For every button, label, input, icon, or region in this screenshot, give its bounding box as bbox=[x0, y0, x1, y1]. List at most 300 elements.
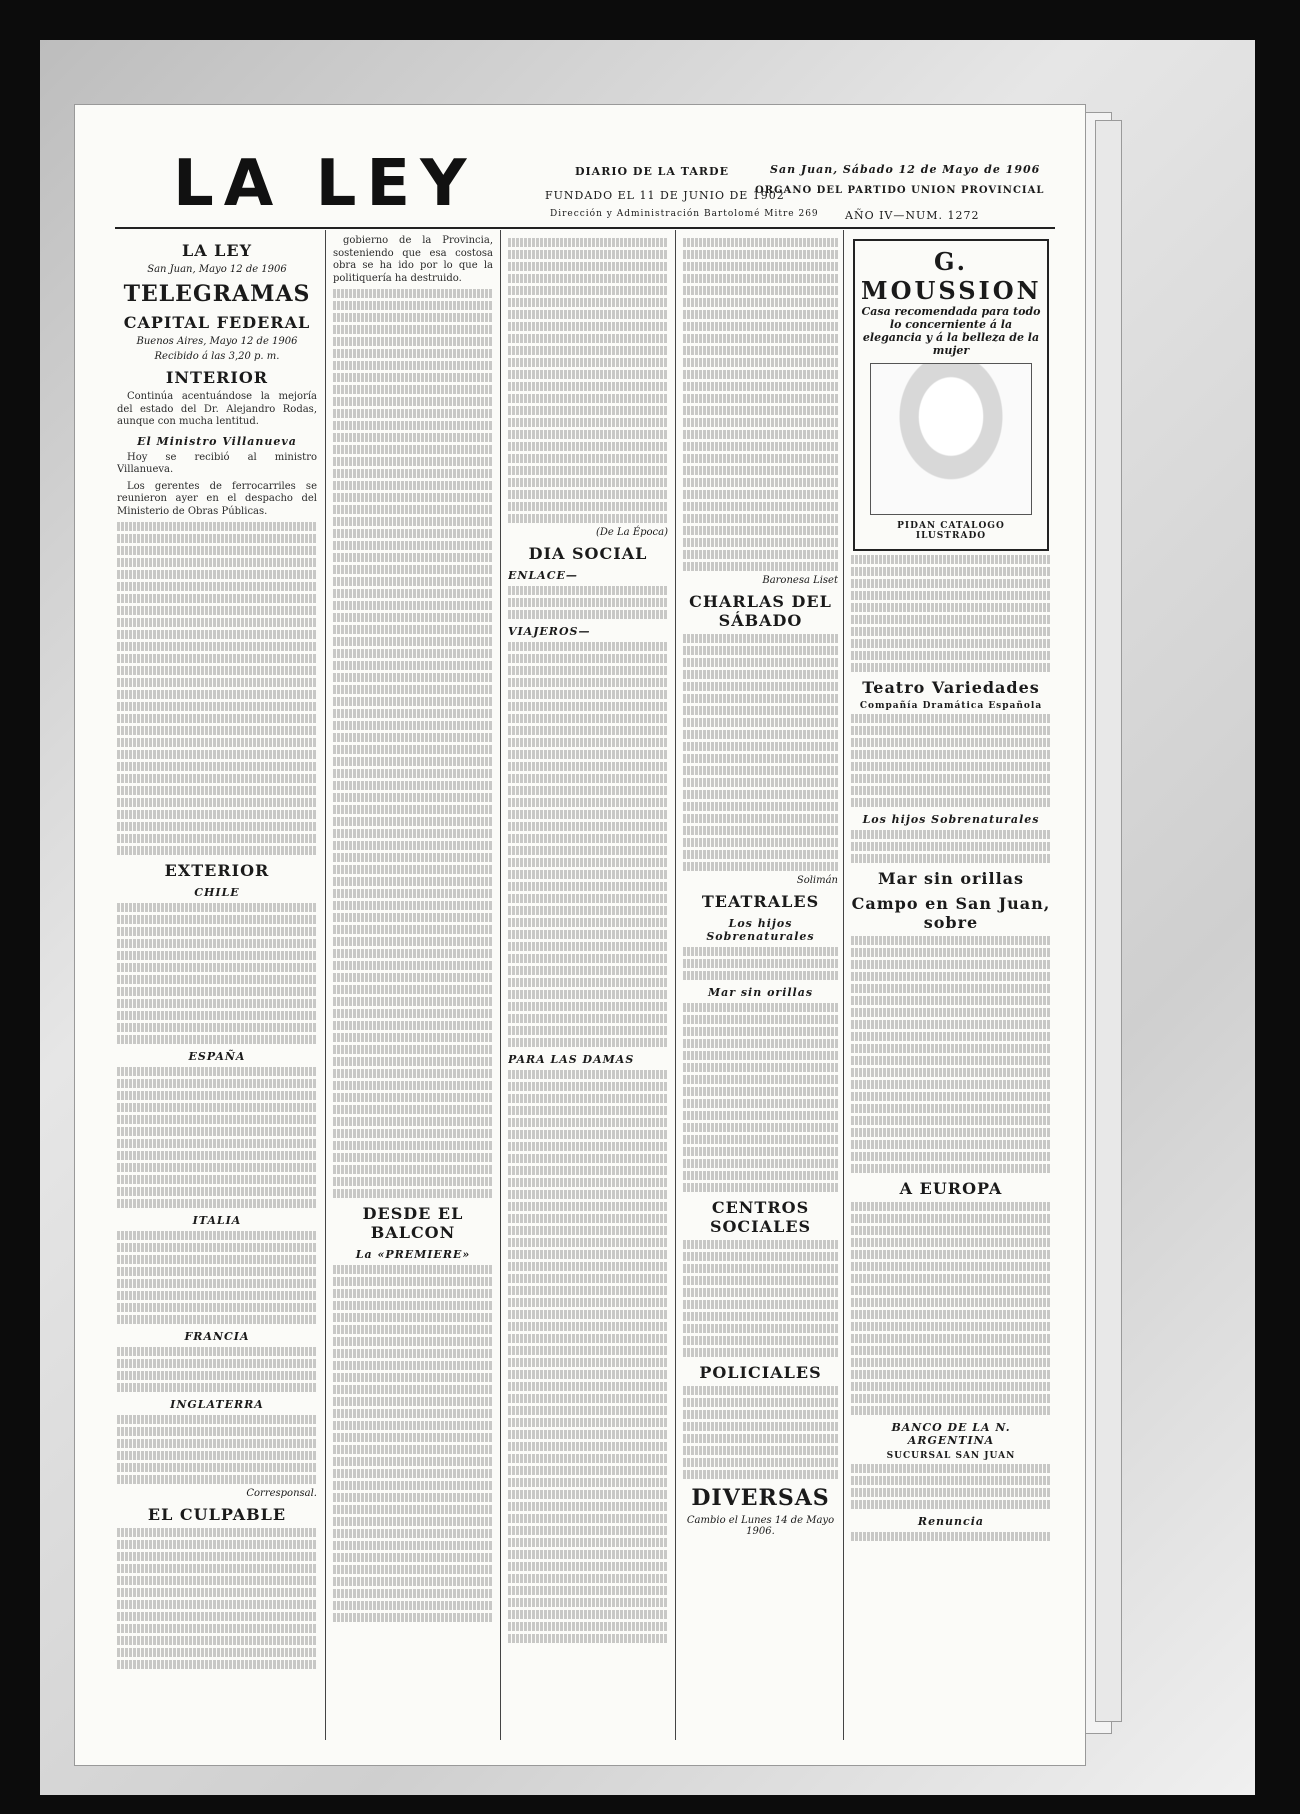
text-block bbox=[851, 1068, 1051, 1077]
text-block bbox=[117, 1660, 317, 1669]
text-block bbox=[683, 490, 838, 499]
text-block bbox=[333, 901, 493, 910]
text-block bbox=[683, 754, 838, 763]
direccion-label: Dirección y Administración Bartolomé Mitre 269 bbox=[550, 209, 819, 219]
text-block bbox=[683, 730, 838, 739]
text-block bbox=[117, 1636, 317, 1645]
text-block bbox=[117, 1067, 317, 1076]
text-block bbox=[333, 1009, 493, 1018]
text-block bbox=[683, 1099, 838, 1108]
text-block bbox=[851, 1056, 1051, 1065]
text-block bbox=[683, 550, 838, 559]
text-block bbox=[508, 1550, 668, 1559]
text-block bbox=[117, 1187, 317, 1196]
text-block bbox=[851, 651, 1051, 660]
text-block bbox=[333, 709, 493, 718]
text-block bbox=[851, 1334, 1051, 1343]
text-block bbox=[333, 433, 493, 442]
text-block bbox=[508, 1346, 668, 1355]
text-block bbox=[508, 870, 668, 879]
text-block bbox=[508, 1214, 668, 1223]
text-block bbox=[508, 1166, 668, 1175]
text-block bbox=[117, 606, 317, 615]
text-block bbox=[117, 1439, 317, 1448]
text-block bbox=[851, 774, 1051, 783]
text-block bbox=[333, 1057, 493, 1066]
text-block bbox=[508, 1358, 668, 1367]
text-block bbox=[333, 373, 493, 382]
text-block bbox=[683, 1111, 838, 1120]
text-block bbox=[683, 1039, 838, 1048]
text-block bbox=[333, 1165, 493, 1174]
heading-teatrales: TEATRALES bbox=[701, 892, 820, 911]
text-block bbox=[508, 1418, 668, 1427]
text-block bbox=[333, 1301, 493, 1310]
column-politica bbox=[333, 235, 493, 1745]
text-block bbox=[851, 627, 1051, 636]
text-block bbox=[683, 1348, 838, 1357]
text-block bbox=[333, 1289, 493, 1298]
text-block bbox=[333, 445, 493, 454]
text-block bbox=[508, 690, 668, 699]
text-block bbox=[333, 1325, 493, 1334]
text-block bbox=[333, 757, 493, 766]
ad-footer: PIDAN CATALOGO ILUSTRADO bbox=[897, 521, 1005, 541]
text-block bbox=[851, 663, 1051, 672]
text-block bbox=[508, 262, 668, 271]
text-block bbox=[508, 1430, 668, 1439]
text-block bbox=[117, 534, 317, 543]
signature: Corresponsal. bbox=[246, 1488, 317, 1499]
text-block bbox=[117, 1383, 317, 1392]
text-block bbox=[117, 1588, 317, 1597]
text-block bbox=[508, 610, 668, 619]
text-block bbox=[683, 1147, 838, 1156]
text-block bbox=[117, 546, 317, 555]
text-block bbox=[333, 1153, 493, 1162]
recibido: Recibido á las 3,20 p. m. bbox=[154, 351, 280, 362]
text-block bbox=[508, 238, 668, 247]
text-block bbox=[683, 742, 838, 751]
text-block bbox=[117, 1115, 317, 1124]
text-block bbox=[508, 978, 668, 987]
text-block bbox=[333, 409, 493, 418]
text-block bbox=[508, 906, 668, 915]
text-block bbox=[683, 1410, 838, 1419]
text-block bbox=[117, 1528, 317, 1537]
text-block bbox=[117, 690, 317, 699]
text-block bbox=[333, 1565, 493, 1574]
column-rule bbox=[325, 230, 326, 1740]
text-block bbox=[508, 786, 668, 795]
text-block bbox=[851, 1104, 1051, 1113]
text-block bbox=[508, 1610, 668, 1619]
text-block bbox=[117, 963, 317, 972]
text-block bbox=[117, 570, 317, 579]
text-block bbox=[683, 1183, 838, 1192]
text-block bbox=[117, 1255, 317, 1264]
text-block bbox=[508, 858, 668, 867]
text-block bbox=[683, 682, 838, 691]
text-block bbox=[508, 918, 668, 927]
text-block bbox=[333, 793, 493, 802]
text-block bbox=[508, 1130, 668, 1139]
text-block bbox=[333, 1069, 493, 1078]
text-block bbox=[683, 1458, 838, 1467]
column-rule bbox=[843, 230, 844, 1740]
paragraph: Continúa acentuándose la mejoría del estado del Dr. Alejandro Rodas, aunque con mucha lentitud. bbox=[117, 391, 317, 427]
text-block bbox=[117, 1371, 317, 1380]
text-block bbox=[117, 1576, 317, 1585]
text-block bbox=[117, 927, 317, 936]
text-block bbox=[333, 517, 493, 526]
text-block bbox=[683, 274, 838, 283]
text-block bbox=[851, 798, 1051, 807]
paragraph: Los gerentes de ferrocarriles se reunieron ayer en el despacho del Ministerio de Obras Públicas. bbox=[117, 480, 317, 517]
text-block bbox=[333, 1313, 493, 1322]
text-block bbox=[508, 1454, 668, 1463]
text-block bbox=[333, 481, 493, 490]
text-block bbox=[508, 714, 668, 723]
text-block bbox=[683, 1470, 838, 1479]
text-block bbox=[333, 745, 493, 754]
text-block bbox=[683, 706, 838, 715]
text-block bbox=[851, 960, 1051, 969]
text-block bbox=[508, 1406, 668, 1415]
anio-label: AÑO IV—NUM. 1272 bbox=[845, 209, 980, 222]
compania: Compañía Dramática Española bbox=[859, 701, 1043, 711]
text-block bbox=[683, 286, 838, 295]
newspaper-page bbox=[75, 105, 1085, 1765]
portrait-illustration bbox=[870, 363, 1032, 515]
text-block bbox=[851, 972, 1051, 981]
column-rule bbox=[675, 230, 676, 1740]
text-block bbox=[683, 394, 838, 403]
text-block bbox=[683, 862, 838, 871]
text-block bbox=[508, 1370, 668, 1379]
text-block bbox=[508, 1538, 668, 1547]
text-block bbox=[683, 1159, 838, 1168]
text-block bbox=[508, 1038, 668, 1047]
text-block bbox=[683, 526, 838, 535]
text-block bbox=[333, 733, 493, 742]
text-block bbox=[508, 394, 668, 403]
text-block bbox=[117, 762, 317, 771]
text-block bbox=[117, 594, 317, 603]
text-block bbox=[851, 996, 1051, 1005]
text-block bbox=[508, 1490, 668, 1499]
text-block bbox=[851, 984, 1051, 993]
text-block bbox=[683, 562, 838, 571]
text-block bbox=[851, 830, 1051, 839]
text-block bbox=[117, 1612, 317, 1621]
text-block bbox=[508, 1574, 668, 1583]
text-block bbox=[683, 1434, 838, 1443]
text-block bbox=[333, 625, 493, 634]
text-block bbox=[333, 865, 493, 874]
text-block bbox=[851, 1214, 1051, 1223]
text-block bbox=[333, 313, 493, 322]
text-block bbox=[508, 1322, 668, 1331]
text-block bbox=[117, 1199, 317, 1208]
text-block bbox=[333, 1021, 493, 1030]
text-block bbox=[117, 582, 317, 591]
date-label: San Juan, Sábado 12 de Mayo de 1906 bbox=[770, 163, 1041, 176]
heading-culpable: EL CULPABLE bbox=[147, 1505, 287, 1524]
capital-dateline: Buenos Aires, Mayo 12 de 1906 bbox=[136, 336, 298, 347]
text-block bbox=[683, 1123, 838, 1132]
text-block bbox=[333, 1541, 493, 1550]
text-block bbox=[683, 670, 838, 679]
subheading-hijos: Los hijos Sobrenaturales bbox=[706, 917, 815, 943]
text-block bbox=[333, 301, 493, 310]
text-block bbox=[508, 370, 668, 379]
text-block bbox=[683, 1252, 838, 1261]
text-block bbox=[508, 726, 668, 735]
text-block bbox=[683, 250, 838, 259]
text-block bbox=[117, 1035, 317, 1044]
text-block bbox=[333, 1189, 493, 1198]
text-block bbox=[508, 666, 668, 675]
text-block bbox=[117, 1600, 317, 1609]
text-block bbox=[333, 613, 493, 622]
text-block bbox=[117, 1624, 317, 1633]
masthead bbox=[75, 105, 1085, 235]
text-block bbox=[117, 522, 317, 531]
text-block bbox=[117, 1303, 317, 1312]
text-block bbox=[508, 834, 668, 843]
text-block bbox=[508, 1634, 668, 1643]
text-block bbox=[851, 1370, 1051, 1379]
text-block bbox=[117, 1023, 317, 1032]
text-block bbox=[333, 349, 493, 358]
text-block bbox=[333, 325, 493, 334]
heading-charlas: CHARLAS DEL SÁBADO bbox=[689, 592, 832, 630]
newspaper-title: LA LEY bbox=[173, 147, 477, 221]
text-block bbox=[851, 603, 1051, 612]
text-block bbox=[508, 1154, 668, 1163]
text-block bbox=[508, 654, 668, 663]
text-block bbox=[333, 1409, 493, 1418]
text-block bbox=[333, 541, 493, 550]
heading-exterior: EXTERIOR bbox=[164, 861, 270, 880]
text-block bbox=[333, 1141, 493, 1150]
text-block bbox=[333, 1277, 493, 1286]
text-block bbox=[508, 1250, 668, 1259]
text-block bbox=[508, 1586, 668, 1595]
text-block bbox=[851, 738, 1051, 747]
text-block bbox=[683, 478, 838, 487]
text-block bbox=[683, 358, 838, 367]
masthead-rule bbox=[115, 227, 1055, 229]
text-block bbox=[683, 850, 838, 859]
text-block bbox=[508, 1598, 668, 1607]
heading-francia: FRANCIA bbox=[184, 1330, 250, 1343]
text-block bbox=[117, 1648, 317, 1657]
text-block bbox=[683, 959, 838, 968]
text-block bbox=[508, 382, 668, 391]
text-block bbox=[117, 1347, 317, 1356]
text-block bbox=[683, 1386, 838, 1395]
text-block bbox=[851, 1128, 1051, 1137]
text-block bbox=[683, 454, 838, 463]
text-block bbox=[333, 385, 493, 394]
text-block bbox=[333, 1105, 493, 1114]
heading-interior: INTERIOR bbox=[165, 368, 269, 387]
text-block bbox=[508, 1334, 668, 1343]
text-block bbox=[851, 1116, 1051, 1125]
text-block bbox=[117, 1091, 317, 1100]
text-block bbox=[117, 1079, 317, 1088]
text-block bbox=[333, 1093, 493, 1102]
text-block bbox=[117, 1267, 317, 1276]
text-block bbox=[508, 774, 668, 783]
text-block bbox=[117, 618, 317, 627]
text-block bbox=[683, 1027, 838, 1036]
text-block bbox=[683, 838, 838, 847]
text-block bbox=[683, 790, 838, 799]
text-block bbox=[117, 1163, 317, 1172]
text-block bbox=[333, 1493, 493, 1502]
text-block bbox=[683, 442, 838, 451]
text-block bbox=[333, 829, 493, 838]
text-block bbox=[117, 642, 317, 651]
text-block bbox=[508, 1262, 668, 1271]
text-block bbox=[508, 430, 668, 439]
fundado-label: FUNDADO EL 11 DE JUNIO DE 1902 bbox=[545, 189, 785, 202]
text-block bbox=[508, 1238, 668, 1247]
text-block bbox=[508, 1118, 668, 1127]
text-block bbox=[683, 1051, 838, 1060]
text-block bbox=[117, 822, 317, 831]
text-block bbox=[333, 877, 493, 886]
text-block bbox=[851, 1080, 1051, 1089]
text-block bbox=[117, 999, 317, 1008]
text-block bbox=[117, 1139, 317, 1148]
text-block bbox=[117, 1540, 317, 1549]
subheading-hijos: Los hijos Sobrenaturales bbox=[862, 813, 1040, 826]
text-block bbox=[683, 382, 838, 391]
text-block bbox=[683, 1075, 838, 1084]
text-block bbox=[117, 630, 317, 639]
text-block bbox=[117, 1243, 317, 1252]
text-block bbox=[683, 406, 838, 415]
text-block bbox=[508, 1442, 668, 1451]
text-block bbox=[508, 678, 668, 687]
text-block bbox=[851, 1152, 1051, 1161]
text-block bbox=[683, 826, 838, 835]
text-block bbox=[333, 1397, 493, 1406]
text-block bbox=[117, 846, 317, 855]
text-block bbox=[683, 262, 838, 271]
text-block bbox=[333, 421, 493, 430]
heading-balcon: DESDE EL BALCON bbox=[362, 1204, 464, 1242]
text-block bbox=[117, 903, 317, 912]
text-block bbox=[117, 1011, 317, 1020]
text-block bbox=[683, 718, 838, 727]
text-block bbox=[508, 1226, 668, 1235]
text-block bbox=[508, 1526, 668, 1535]
text-block bbox=[508, 1178, 668, 1187]
text-block bbox=[851, 639, 1051, 648]
text-block bbox=[851, 1044, 1051, 1053]
text-block bbox=[117, 738, 317, 747]
text-block bbox=[683, 766, 838, 775]
text-block bbox=[851, 1500, 1051, 1509]
text-block bbox=[333, 1373, 493, 1382]
text-block bbox=[508, 1190, 668, 1199]
text-block bbox=[508, 1014, 668, 1023]
text-block bbox=[508, 1094, 668, 1103]
heading-chile: CHILE bbox=[194, 886, 240, 899]
text-block bbox=[683, 1135, 838, 1144]
column-rule bbox=[500, 230, 501, 1740]
heading-banco: BANCO DE LA N. ARGENTINA bbox=[891, 1421, 1011, 1447]
text-block bbox=[508, 346, 668, 355]
text-block bbox=[508, 954, 668, 963]
text-block bbox=[508, 846, 668, 855]
text-block bbox=[683, 418, 838, 427]
text-block bbox=[508, 250, 668, 259]
text-block bbox=[508, 478, 668, 487]
column-charlas bbox=[683, 235, 838, 1745]
text-block bbox=[333, 661, 493, 670]
text-block bbox=[508, 502, 668, 511]
text-block bbox=[508, 822, 668, 831]
text-block bbox=[333, 337, 493, 346]
subheading-damas: PARA LAS DAMAS bbox=[508, 1053, 635, 1066]
text-block bbox=[333, 361, 493, 370]
organo-label: ORGANO DEL PARTIDO UNION PROVINCIAL bbox=[755, 185, 1045, 196]
text-block bbox=[333, 649, 493, 658]
text-block bbox=[851, 1238, 1051, 1247]
text-block bbox=[683, 1240, 838, 1249]
text-block bbox=[683, 334, 838, 343]
text-block bbox=[117, 798, 317, 807]
text-block bbox=[851, 1274, 1051, 1283]
text-block bbox=[851, 948, 1051, 957]
text-block bbox=[117, 1291, 317, 1300]
subheading: El Ministro Villanueva bbox=[137, 434, 297, 448]
text-block bbox=[683, 1087, 838, 1096]
text-block bbox=[683, 646, 838, 655]
text-block bbox=[508, 1298, 668, 1307]
text-block bbox=[117, 1564, 317, 1573]
text-block bbox=[508, 466, 668, 475]
text-block bbox=[508, 1514, 668, 1523]
text-block bbox=[333, 589, 493, 598]
text-block bbox=[851, 726, 1051, 735]
text-block bbox=[683, 514, 838, 523]
column-telegramas bbox=[117, 235, 317, 1745]
text-block bbox=[683, 1264, 838, 1273]
text-block bbox=[117, 834, 317, 843]
text-block bbox=[851, 750, 1051, 759]
heading-italia: ITALIA bbox=[192, 1214, 242, 1227]
text-block bbox=[508, 418, 668, 427]
text-block bbox=[117, 714, 317, 723]
text-block bbox=[333, 805, 493, 814]
text-block bbox=[333, 1337, 493, 1346]
signature: Solimán bbox=[796, 875, 838, 886]
subheading-viajeros: VIAJEROS— bbox=[508, 625, 591, 638]
text-block bbox=[851, 854, 1051, 863]
text-block bbox=[333, 397, 493, 406]
text-block bbox=[851, 1020, 1051, 1029]
text-block bbox=[333, 553, 493, 562]
text-block bbox=[508, 738, 668, 747]
text-block bbox=[117, 786, 317, 795]
